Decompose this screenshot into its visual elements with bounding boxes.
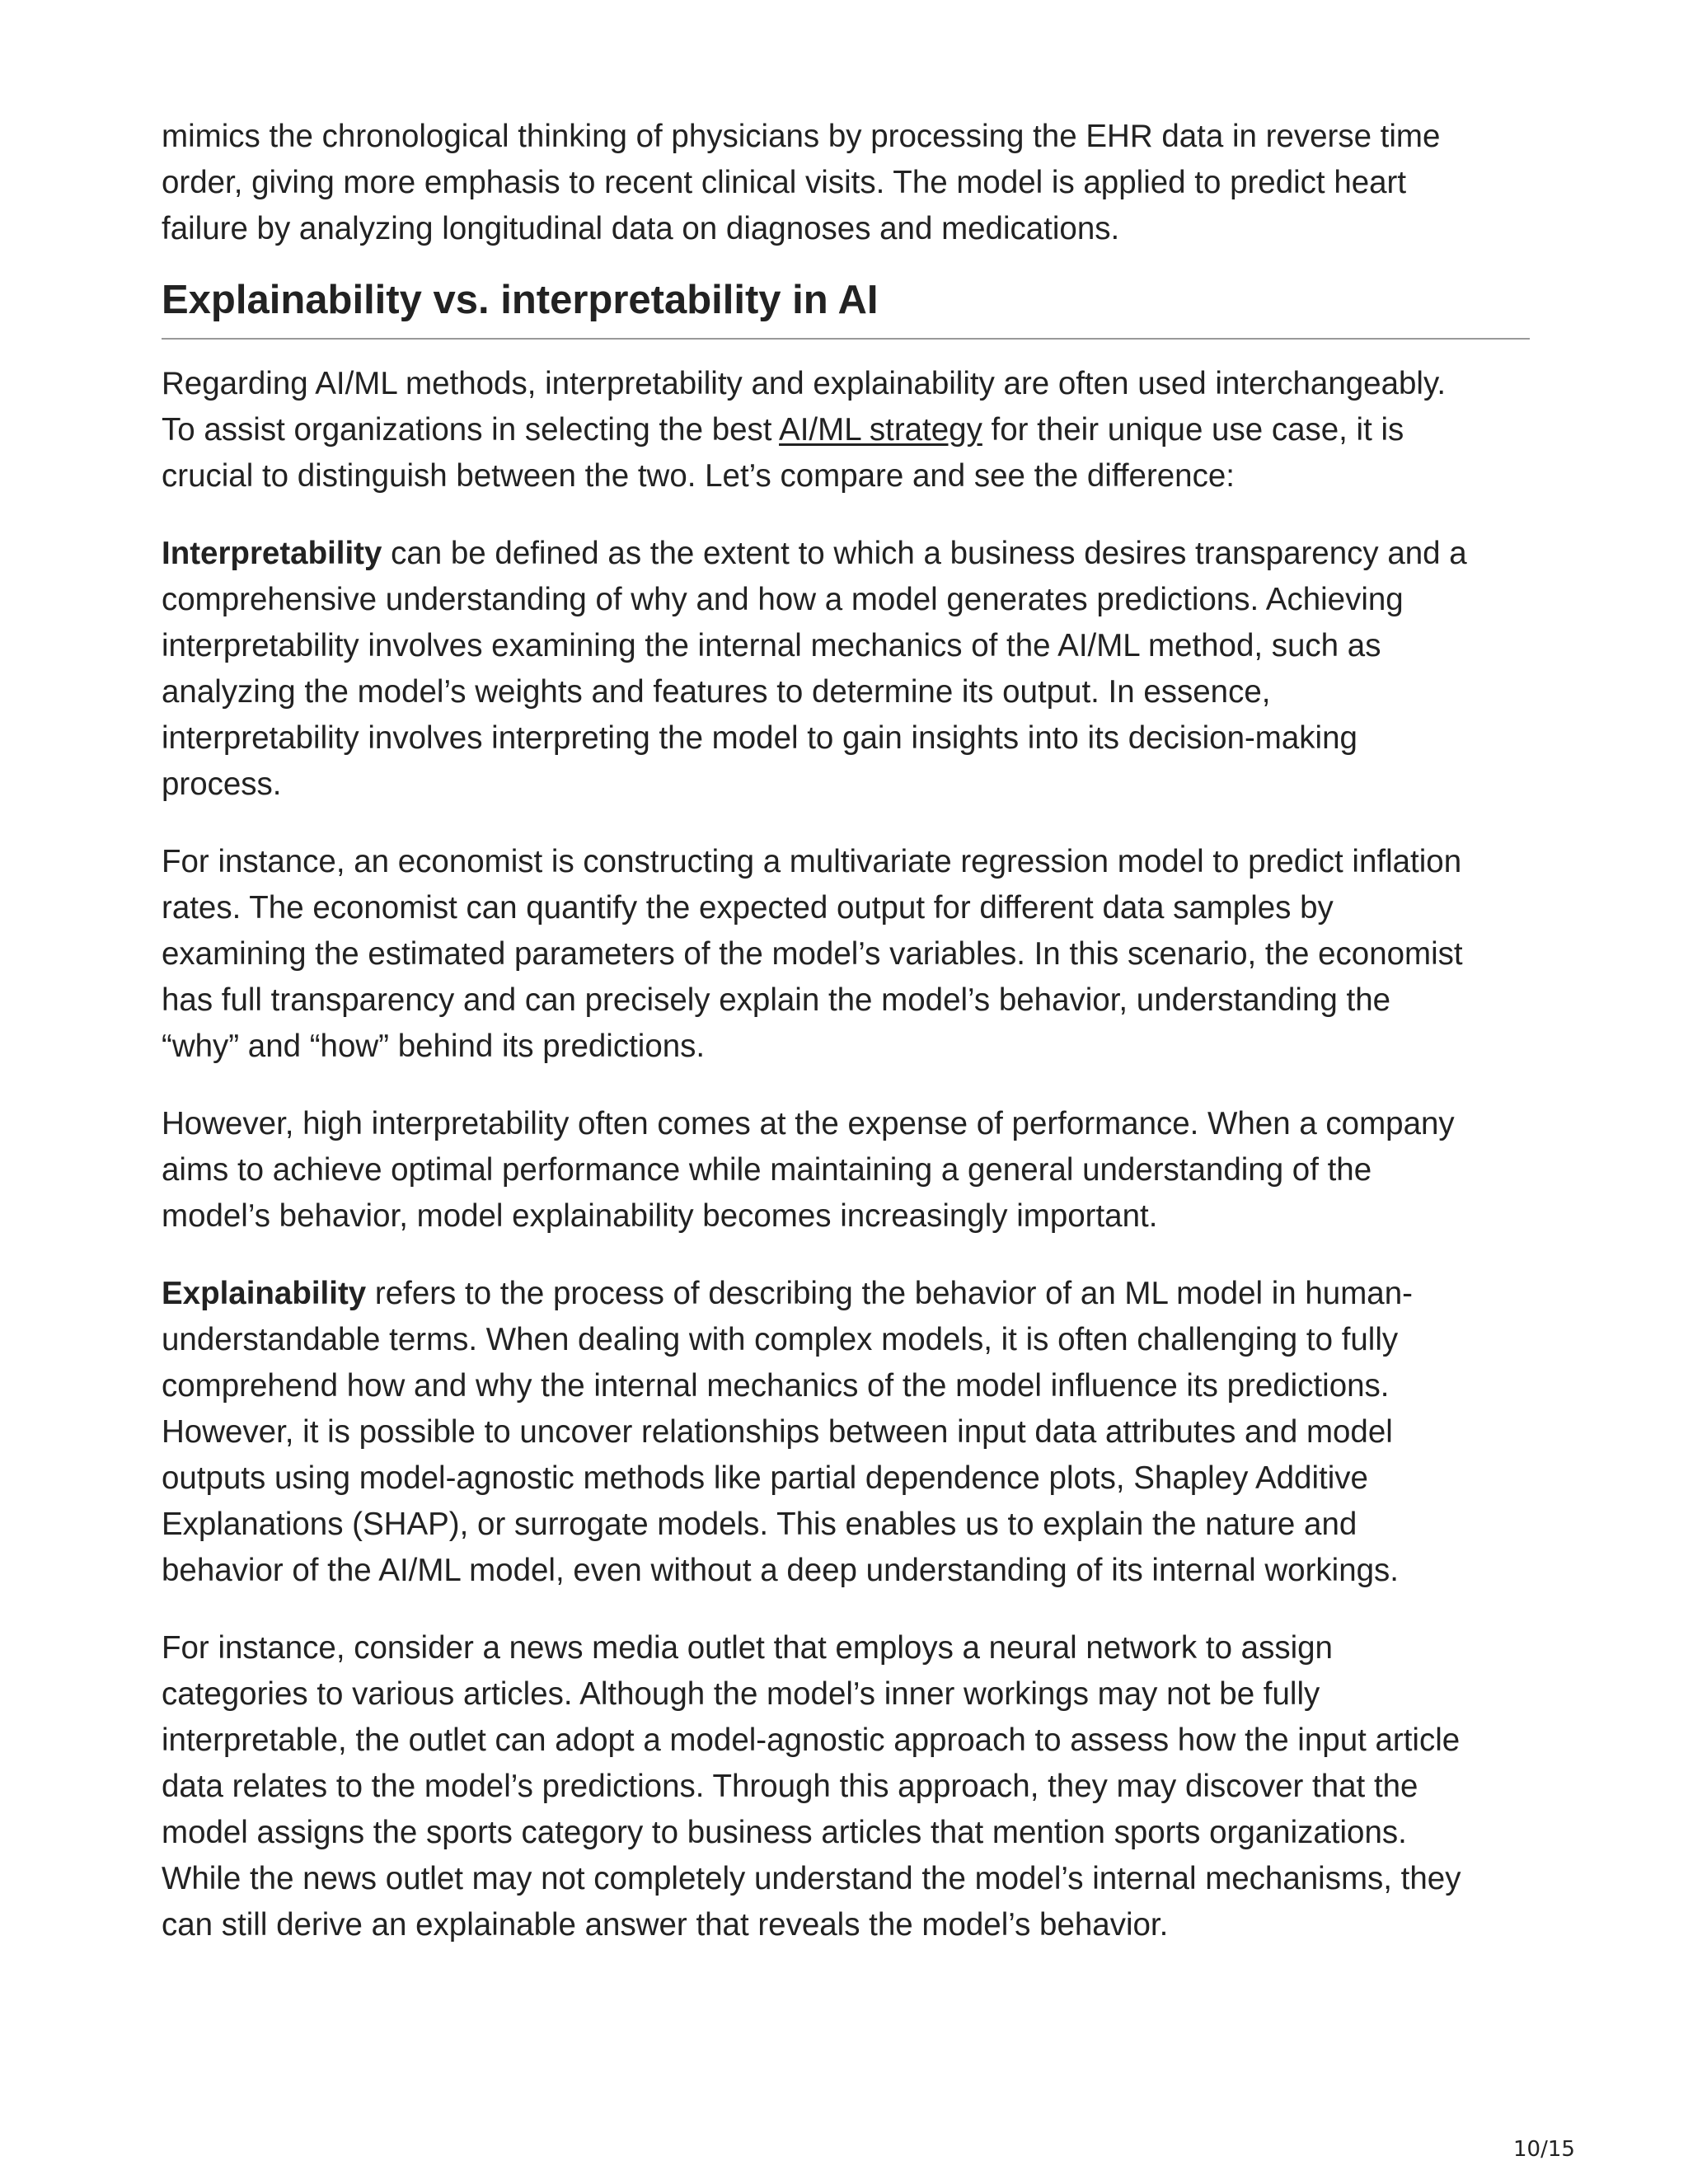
paragraph-news-media-example — [162, 1625, 1530, 1948]
heading-divider — [162, 338, 1530, 340]
paragraph-economist-example — [162, 839, 1530, 1070]
text-line: mimics the chronological thinking of physicians by processing the EHR data in reverse time — [162, 119, 1441, 154]
page-number: 10/15 — [1513, 2137, 1575, 2162]
text-line: comprehend how and why the internal mechanics of the model influence its predictions. — [162, 1368, 1390, 1404]
text-line: While the news outlet may not completely understand the model’s internal mechanisms, they — [162, 1861, 1461, 1896]
text-line: interpretability involves interpreting the model to gain insights into its decision-making — [162, 720, 1357, 756]
text-line: “why” and “how” behind its predictions. — [162, 1029, 706, 1064]
text-line: Explanations (SHAP), or surrogate models. This enables us to explain the nature and — [162, 1507, 1357, 1542]
text-line: Regarding AI/ML methods, interpretability and explainability are often used interchangeably. — [162, 366, 1447, 401]
text-line — [162, 531, 1530, 577]
text-line: has full transparency and can precisely explain the model’s behavior, understanding the — [162, 982, 1391, 1018]
text-line: rates. The economist can quantify the expected output for different data samples by — [162, 890, 1334, 926]
text-line: For instance, an economist is constructing a multivariate regression model to predict inflation — [162, 844, 1462, 879]
term-explainability: Explainability — [162, 1276, 367, 1311]
text-line: process. — [162, 766, 282, 802]
text-segment: To assist organizations in selecting the best — [162, 412, 780, 448]
text-line: examining the estimated parameters of the model’s variables. In this scenario, the economist — [162, 936, 1463, 972]
text-line: However, it is possible to uncover relationships between input data attributes and model — [162, 1414, 1393, 1450]
text-line: failure by analyzing longitudinal data on diagnoses and medications. — [162, 211, 1120, 246]
text-line: can still derive an explainable answer that reveals the model’s behavior. — [162, 1907, 1169, 1943]
text-segment: for their unique use case, it is — [982, 412, 1404, 448]
text-line: interpretability involves examining the internal mechanics of the AI/ML method, such as — [162, 628, 1381, 663]
text-line: comprehensive understanding of why and how a model generates predictions. Achieving — [162, 582, 1404, 617]
text-line: behavior of the AI/ML model, even without a deep understanding of its internal workings. — [162, 1553, 1399, 1588]
paragraph-performance-tradeoff — [162, 1101, 1530, 1240]
text-line: outputs using model-agnostic methods like partial dependence plots, Shapley Additive — [162, 1460, 1368, 1496]
text-line: For instance, consider a news media outlet that employs a neural network to assign — [162, 1630, 1333, 1666]
text-line: interpretable, the outlet can adopt a model-agnostic approach to assess how the input article — [162, 1722, 1461, 1758]
text-line: aims to achieve optimal performance while maintaining a general understanding of the — [162, 1152, 1372, 1188]
text-line: categories to various articles. Although the model’s inner workings may not be fully — [162, 1676, 1320, 1712]
text-segment: refers to the process of describing the behavior of an ML model in human- — [366, 1276, 1413, 1311]
text-line: model assigns the sports category to business articles that mention sports organizations. — [162, 1815, 1407, 1850]
text-segment: can be defined as the extent to which a business desires transparency and a — [382, 536, 1467, 571]
text-line: understandable terms. When dealing with complex models, it is often challenging to fully — [162, 1322, 1399, 1357]
text-line: crucial to distinguish between the two. Let’s compare and see the difference: — [162, 458, 1235, 494]
intro-paragraph — [162, 114, 1530, 252]
section-heading: Explainability vs. interpretability in AI — [162, 278, 879, 322]
text-line: order, giving more emphasis to recent clinical visits. The model is applied to predict heart — [162, 165, 1407, 200]
text-line: data relates to the model’s predictions. Through this approach, they may discover that the — [162, 1769, 1418, 1804]
paragraph-intro-comparison — [162, 361, 1530, 499]
text-line — [162, 407, 1530, 453]
text-line: analyzing the model’s weights and features to determine its output. In essence, — [162, 674, 1271, 710]
paragraph-explainability — [162, 1271, 1530, 1594]
paragraph-interpretability — [162, 531, 1530, 808]
article-content — [162, 114, 1530, 1948]
term-interpretability: Interpretability — [162, 536, 382, 571]
text-line — [162, 1271, 1530, 1317]
text-line: However, high interpretability often comes at the expense of performance. When a company — [162, 1106, 1455, 1141]
ai-ml-strategy-link[interactable]: AI/ML strategy — [779, 412, 982, 448]
text-line: model’s behavior, model explainability becomes increasingly important. — [162, 1198, 1158, 1234]
